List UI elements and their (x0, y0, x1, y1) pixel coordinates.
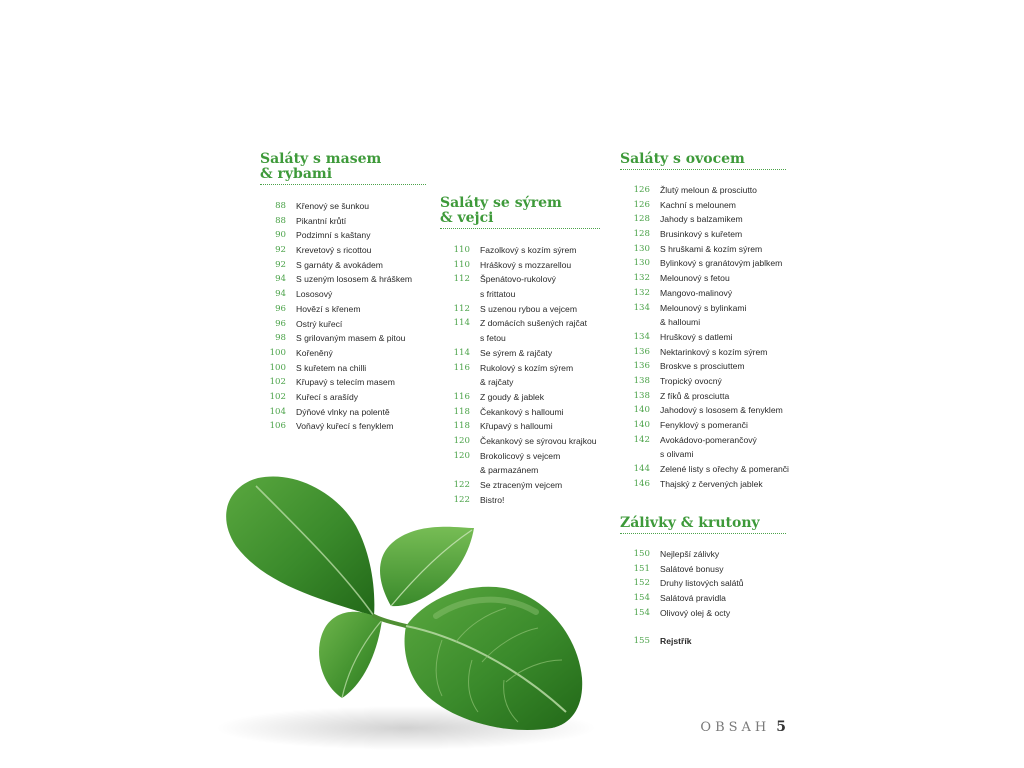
entry-title: Špenátovo-rukolový (480, 274, 556, 285)
toc-entry[interactable] (442, 405, 600, 420)
entry-title: Druhy listových salátů (660, 578, 744, 589)
entry-title: Čekankový s halloumi (480, 406, 564, 417)
entry-title: Kuřecí s arašídy (296, 391, 359, 402)
page-number: 118 (453, 406, 470, 417)
entry-title: Brusinkový s kuřetem (660, 229, 743, 240)
leaf-top-left (226, 476, 374, 616)
page-number: 130 (633, 258, 650, 269)
entry-title: Kachní s melounem (660, 199, 736, 210)
entry-title: S grilovaným masem & pitou (296, 333, 406, 344)
page-number: 144 (633, 464, 650, 475)
footer-page-number: 5 (776, 719, 786, 735)
page-number: 110 (453, 245, 470, 255)
heading-line-2: & rybami (260, 166, 333, 182)
toc-entry[interactable] (622, 330, 786, 345)
toc-entry[interactable] (258, 214, 426, 229)
toc-entry[interactable] (622, 562, 786, 577)
page-number: 96 (275, 318, 286, 329)
page-number: 132 (633, 287, 650, 298)
entry-title: Křupavý s telecím masem (296, 377, 395, 388)
entry-title: Tropický ovocný (660, 375, 722, 386)
toc-entry[interactable] (622, 359, 786, 374)
toc-entry[interactable] (258, 287, 426, 302)
footer-label: OBSAH (700, 720, 771, 735)
page-number: 118 (453, 421, 470, 432)
toc-entry[interactable] (622, 591, 786, 606)
page-number: 120 (453, 450, 470, 461)
toc-entry[interactable] (258, 317, 426, 332)
toc-entry-continuation (622, 447, 786, 462)
page-number: 132 (633, 273, 650, 284)
entry-list-masem (258, 199, 426, 434)
page-number: 92 (275, 245, 286, 256)
toc-entry[interactable] (442, 258, 600, 273)
page-number: 110 (453, 259, 470, 270)
toc-entry-continuation (622, 315, 786, 330)
entry-title: Broskve s prosciuttem (660, 361, 745, 372)
entry-title: Lososový (296, 289, 333, 300)
entry-title: Z goudy & jablek (480, 391, 545, 402)
page-number: 154 (633, 607, 650, 618)
page-number: 116 (453, 362, 470, 373)
page-number: 136 (633, 346, 650, 357)
entry-title: Bylinkový s granátovým jablkem (660, 258, 783, 269)
entry-title: S uzeným lososem & hráškem (296, 274, 413, 285)
page-number: 92 (275, 259, 286, 270)
toc-entry[interactable] (258, 302, 426, 317)
toc-entry[interactable] (622, 374, 786, 389)
page-number: 120 (453, 435, 470, 446)
page-number: 122 (453, 480, 470, 490)
entry-title: Podzimní s kaštany (296, 230, 371, 241)
page-number: 100 (269, 347, 286, 358)
page-number: 152 (633, 578, 650, 589)
entry-title: Hovězí s křenem (296, 303, 361, 314)
entry-title: Hráškový s mozzarellou (480, 259, 572, 270)
toc-entry-rejstrik[interactable] (622, 634, 786, 649)
entry-title: Se sýrem & rajčaty (480, 347, 553, 358)
page-number: 126 (633, 185, 650, 195)
page-number: 138 (633, 390, 650, 401)
entry-title: Krevetový s ricottou (296, 245, 372, 256)
entry-title: Hruškový s datlemi (660, 331, 733, 342)
toc-entry[interactable] (258, 243, 426, 258)
page-number: 134 (633, 331, 650, 342)
toc-entry[interactable] (258, 272, 426, 287)
toc-entry[interactable] (442, 449, 600, 464)
entry-title: Pikantní krůtí (296, 215, 347, 226)
entry-title: S garnáty & avokádem (296, 259, 383, 270)
page-number: 155 (633, 636, 650, 647)
toc-entry[interactable] (622, 183, 786, 198)
entry-title: Rukolový s kozím sýrem (480, 362, 574, 373)
entry-title: Kořeněný (296, 347, 333, 358)
entry-title: Melounový s fetou (660, 273, 730, 284)
entry-title: Olivový olej & octy (660, 607, 731, 618)
page-number: 140 (633, 405, 650, 416)
entry-title: Thajský z červených jablek (660, 478, 763, 489)
section-syrem (440, 196, 600, 507)
toc-entry[interactable] (258, 390, 426, 405)
toc-entry[interactable] (258, 419, 426, 434)
toc-entry-continuation (442, 375, 600, 390)
page-number: 128 (633, 214, 650, 225)
toc-entry[interactable] (258, 199, 426, 214)
entry-title: Čekankový se sýrovou krajkou (480, 435, 597, 446)
toc-entry[interactable] (622, 433, 786, 448)
page-number: 114 (453, 318, 470, 329)
toc-entry[interactable] (442, 243, 600, 258)
entry-title: Jahodový s lososem & fenyklem (660, 405, 783, 416)
page-number: 130 (633, 243, 650, 254)
page-number: 138 (633, 375, 650, 386)
entry-title: S hruškami & kozím sýrem (660, 243, 763, 254)
entry-title: & halloumi (660, 317, 701, 328)
page-number: 151 (633, 563, 650, 574)
section-zalivky (620, 516, 786, 649)
entry-title: Ostrý kuřecí (296, 318, 343, 329)
page-number: 134 (633, 302, 650, 313)
toc-entry[interactable] (622, 256, 786, 271)
toc-entry[interactable] (622, 212, 786, 227)
toc-entry[interactable] (442, 272, 600, 287)
entry-title: Se ztraceným vejcem (480, 480, 563, 490)
toc-entry[interactable] (442, 361, 600, 376)
entry-title: Z fíků & prosciutta (660, 390, 730, 401)
page-footer (700, 719, 786, 735)
toc-entry[interactable] (622, 198, 786, 213)
entry-title: Fazolkový s kozím sýrem (480, 245, 577, 255)
page-number: 96 (275, 303, 286, 314)
entry-title: s frittatou (480, 289, 516, 300)
toc-entry[interactable] (622, 403, 786, 418)
entry-title: Brokolicový s vejcem (480, 450, 561, 461)
entry-title: Nektarinkový s kozím sýrem (660, 346, 768, 357)
entry-title: s olivami (660, 449, 694, 460)
page-number: 150 (633, 549, 650, 559)
page-number: 112 (453, 303, 470, 314)
entry-title: Žlutý meloun & prosciutto (660, 185, 757, 195)
toc-entry[interactable] (622, 606, 786, 621)
toc-entry[interactable] (258, 228, 426, 243)
entry-title: & rajčaty (480, 377, 514, 388)
page-number: 98 (275, 333, 286, 344)
page-number: 146 (633, 478, 650, 489)
page-number: 142 (633, 434, 650, 445)
entry-list-zalivky (622, 547, 786, 620)
entry-title: Křenový se šunkou (296, 201, 370, 211)
toc-entry[interactable] (442, 302, 600, 317)
page-number: 126 (633, 199, 650, 210)
section-heading-masem (260, 152, 426, 185)
entry-title: S uzenou rybou a vejcem (480, 303, 577, 314)
entry-title: S kuřetem na chilli (296, 362, 367, 373)
page-number: 140 (633, 420, 650, 430)
page-number: 90 (275, 230, 286, 241)
entry-title: Melounový s bylinkami (660, 302, 747, 313)
heading-line-1: Saláty se sýrem (440, 195, 562, 211)
leaf-middle-left (319, 612, 382, 698)
page-number: 136 (633, 361, 650, 372)
page-number: 100 (269, 362, 286, 373)
page-number: 116 (453, 391, 470, 402)
basil-leaves-image (206, 466, 598, 756)
toc-entry[interactable] (442, 346, 600, 361)
page-number: 114 (453, 347, 470, 358)
entry-title: & parmazánem (480, 465, 539, 476)
page-number: 94 (275, 289, 286, 300)
page-number: 88 (275, 201, 286, 211)
toc-entry[interactable] (258, 405, 426, 420)
entry-list-ovocem (622, 183, 789, 491)
entry-title: Dýňové vlnky na polentě (296, 406, 390, 417)
toc-entry[interactable] (622, 418, 786, 433)
toc-entry-continuation (442, 287, 600, 302)
heading-line-1: Saláty s masem (260, 151, 382, 167)
toc-entry-continuation (442, 331, 600, 346)
entry-title: Jahody s balzamikem (660, 214, 743, 225)
toc-entry[interactable] (622, 389, 786, 404)
toc-entry[interactable] (258, 361, 426, 376)
section-heading-syrem (440, 196, 600, 229)
entry-title: Salátové bonusy (660, 563, 724, 574)
page-number: 112 (453, 274, 470, 285)
page-number: 122 (453, 494, 470, 505)
page-number: 106 (269, 421, 286, 432)
heading-line-1: Saláty s ovocem (620, 151, 745, 167)
toc-entry[interactable] (258, 331, 426, 346)
toc-entry[interactable] (622, 576, 786, 591)
toc-entry[interactable] (622, 345, 786, 360)
toc-entry[interactable] (258, 346, 426, 361)
entry-title: Voňavý kuřecí s fenyklem (296, 421, 394, 432)
page-number: 102 (269, 391, 286, 402)
page-number: 88 (275, 215, 286, 226)
section-heading-ovocem (620, 152, 786, 170)
page-number: 128 (633, 229, 650, 240)
entry-title: s fetou (480, 333, 506, 344)
toc-entry[interactable] (622, 547, 786, 562)
toc-entry[interactable] (442, 434, 600, 449)
section-heading-zalivky (620, 516, 786, 534)
section-ovocem (620, 151, 789, 491)
entry-title: Salátová pravidla (660, 593, 726, 604)
entry-title: Avokádovo-pomerančový (660, 434, 757, 445)
toc-entry[interactable] (622, 227, 786, 242)
toc-entry[interactable] (622, 462, 789, 477)
entry-title: Bistro! (480, 494, 505, 505)
toc-entry[interactable] (622, 477, 786, 492)
toc-entry[interactable] (258, 258, 426, 273)
page-number: 94 (275, 274, 286, 285)
heading-line-1: Zálivky & krutony (620, 515, 760, 531)
toc-entry[interactable] (622, 242, 786, 257)
heading-line-2: & vejci (440, 210, 494, 226)
toc-entry[interactable] (442, 316, 600, 331)
toc-entry[interactable] (622, 301, 786, 316)
toc-entry[interactable] (442, 419, 600, 434)
entry-title: Mangovo-malinový (660, 287, 733, 298)
toc-entry[interactable] (622, 286, 786, 301)
section-masem (260, 152, 426, 434)
entry-title: Z domácích sušených rajčat (480, 318, 587, 329)
page-number: 104 (269, 406, 286, 417)
entry-title: Fenyklový s pomeranči (660, 420, 748, 430)
toc-entry[interactable] (442, 390, 600, 405)
entry-title: Rejstřík (660, 636, 692, 647)
page-number: 102 (269, 377, 286, 388)
entry-title: Nejlepší zálivky (660, 549, 720, 559)
entry-title: Zelené listy s ořechy & pomeranči (660, 464, 789, 475)
entry-title: Křupavý s halloumi (480, 421, 553, 432)
toc-entry[interactable] (258, 375, 426, 390)
page-number: 154 (633, 593, 650, 604)
entry-list-rejstrik (622, 634, 786, 649)
toc-entry[interactable] (622, 271, 786, 286)
